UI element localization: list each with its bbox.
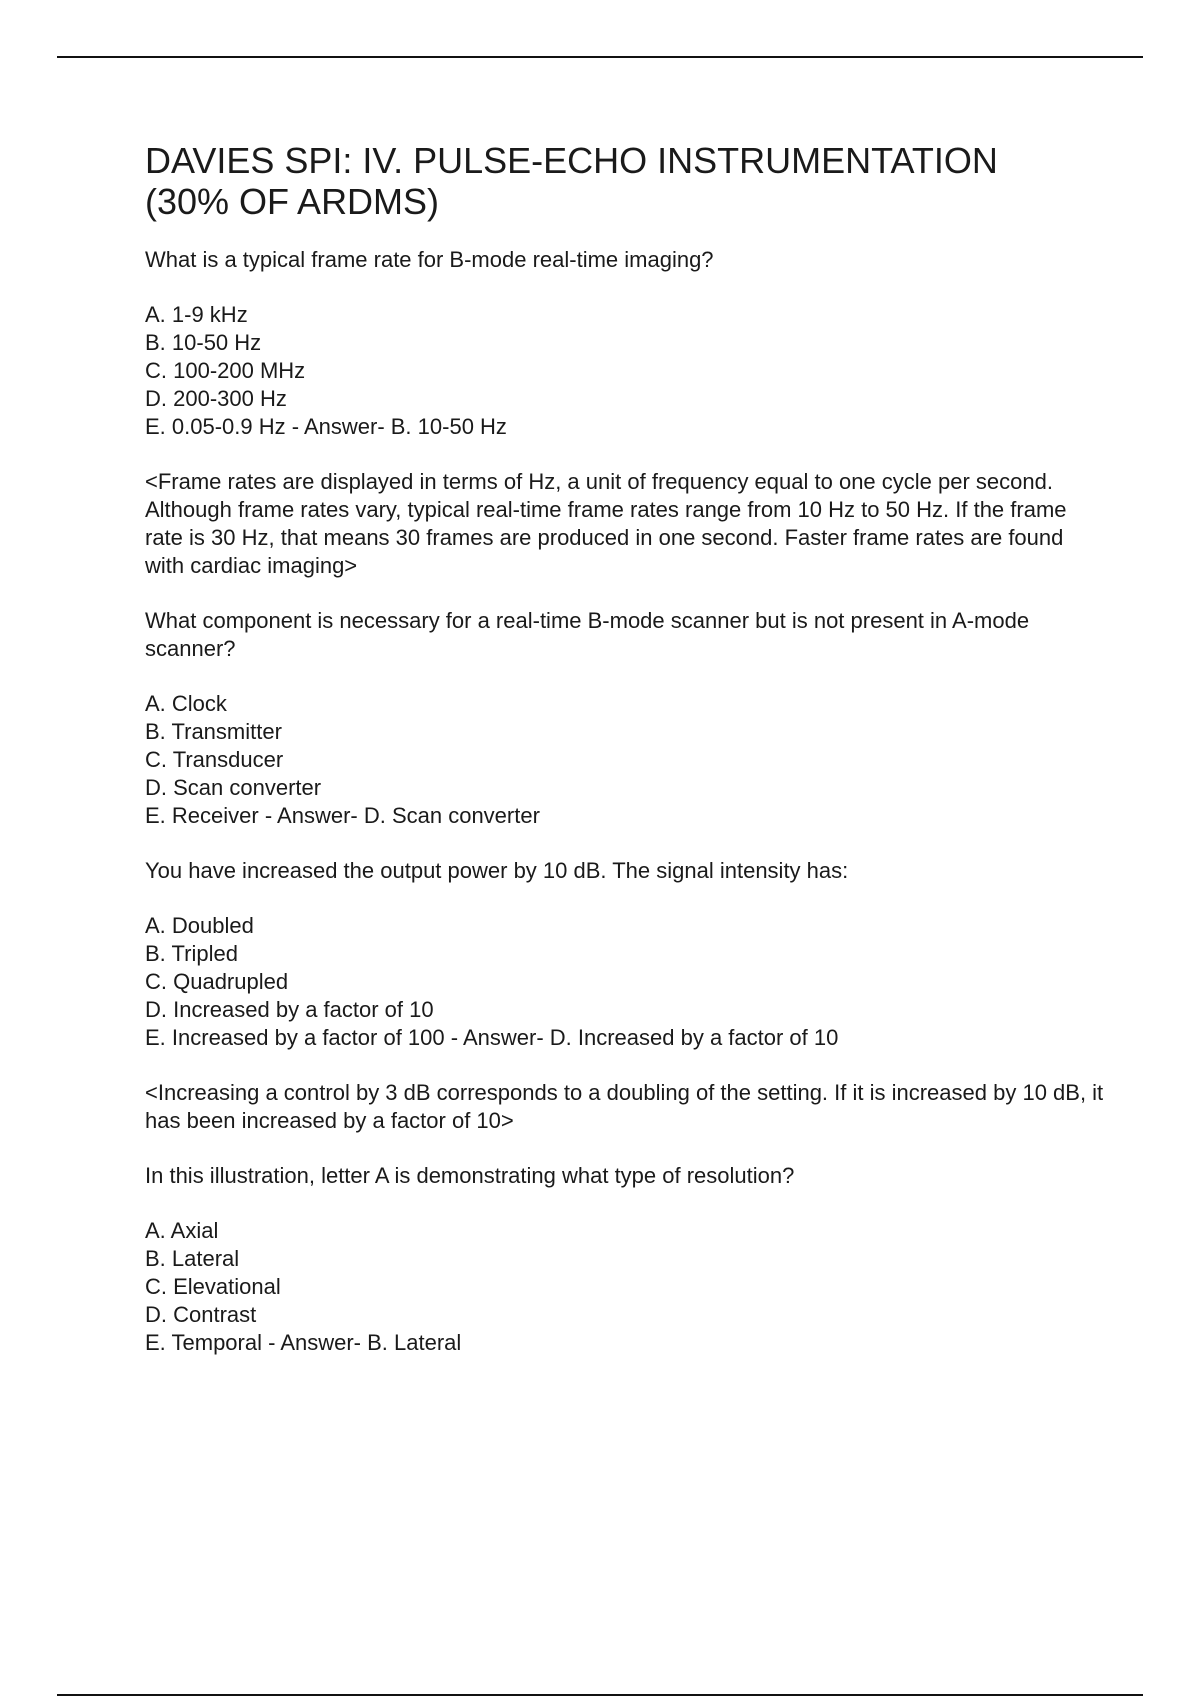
q3-option-c: C. Quadrupled xyxy=(145,969,289,994)
q3-explanation: <Increasing a control by 3 dB corresponds to a doubling of the setting. If it is increased by 10 dB, it has been increased by a factor of 10> xyxy=(145,1080,1104,1133)
top-rule xyxy=(57,56,1143,58)
q2-option-d: D. Scan converter xyxy=(145,775,322,800)
q4-option-a: A. Axial xyxy=(145,1218,219,1243)
q3-option-a: A. Doubled xyxy=(145,913,254,938)
document-body xyxy=(145,140,1105,1357)
question-3: You have increased the output power by 10 dB. The signal intensity has: xyxy=(145,858,849,883)
q1-option-c: C. 100-200 MHz xyxy=(145,358,306,383)
title-line-1: DAVIES SPI: IV. PULSE-ECHO INSTRUMENTATION xyxy=(145,140,998,181)
q3-option-d: D. Increased by a factor of 10 xyxy=(145,997,434,1022)
document-title xyxy=(145,140,1105,222)
q2-option-a: A. Clock xyxy=(145,691,227,716)
q3-option-b: B. Tripled xyxy=(145,941,238,966)
q4-option-c: C. Elevational xyxy=(145,1274,281,1299)
bottom-rule xyxy=(57,1694,1143,1696)
question-2: What component is necessary for a real-time B-mode scanner but is not present in A-mode scanner? xyxy=(145,608,1030,661)
q2-option-b: B. Transmitter xyxy=(145,719,282,744)
q1-option-d: D. 200-300 Hz xyxy=(145,386,287,411)
q1-explanation: <Frame rates are displayed in terms of Hz, a unit of frequency equal to one cycle per second. Although frame rates vary, typical real-time frame rates range from 10 Hz to 50 Hz. If the frame rate is 30 Hz, that means 30 frames are produced in one second. Faster frame rates are found with cardiac imaging> xyxy=(145,469,1067,578)
q1-option-e-answer: E. 0.05-0.9 Hz - Answer- B. 10-50 Hz xyxy=(145,414,507,439)
q1-option-b: B. 10-50 Hz xyxy=(145,330,262,355)
question-1: What is a typical frame rate for B-mode real-time imaging? xyxy=(145,247,714,272)
question-4: In this illustration, letter A is demonstrating what type of resolution? xyxy=(145,1163,795,1188)
q4-option-d: D. Contrast xyxy=(145,1302,257,1327)
q3-option-e-answer: E. Increased by a factor of 100 - Answer- D. Increased by a factor of 10 xyxy=(145,1025,839,1050)
title-line-2: (30% OF ARDMS) xyxy=(145,181,440,222)
q1-option-a: A. 1-9 kHz xyxy=(145,302,248,327)
q2-option-e-answer: E. Receiver - Answer- D. Scan converter xyxy=(145,803,540,828)
q4-option-e-answer: E. Temporal - Answer- B. Lateral xyxy=(145,1330,462,1355)
q4-option-b: B. Lateral xyxy=(145,1246,240,1271)
q2-option-c: C. Transducer xyxy=(145,747,284,772)
